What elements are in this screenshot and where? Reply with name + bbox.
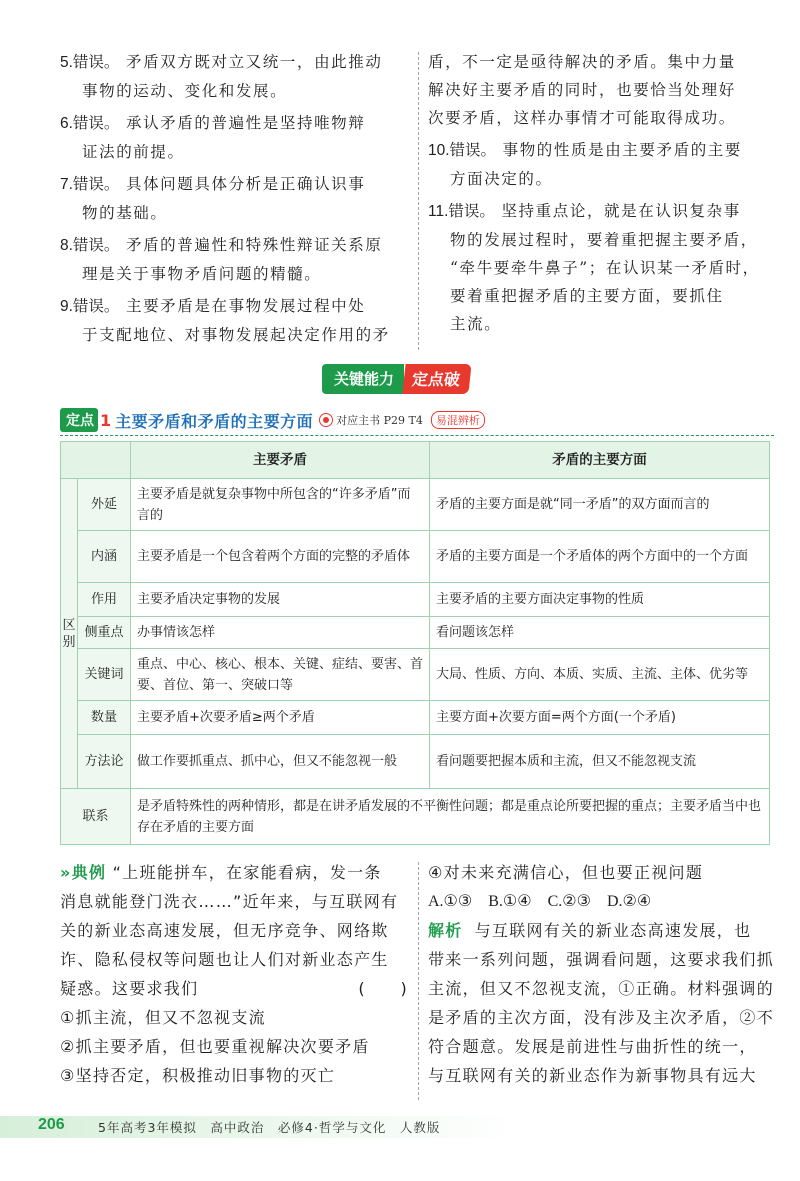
table-cell: 主要矛盾的主要方面决定事物的性质 bbox=[430, 583, 770, 617]
target-icon bbox=[319, 413, 333, 427]
option-4: ④对未来充满信心，但也要正视问题 bbox=[428, 863, 704, 882]
answer-8: 8.错误。 矛盾的普遍性和特殊性辩证关系原 理是关于事物矛盾问题的精髓。 bbox=[60, 236, 383, 283]
table-row-link bbox=[61, 789, 770, 845]
table-header: 矛盾的主要方面 bbox=[430, 442, 770, 479]
table-header: 主要矛盾 bbox=[131, 442, 430, 479]
topic-number: 1 bbox=[100, 410, 112, 430]
page-footer bbox=[0, 1116, 800, 1138]
table-row bbox=[61, 583, 770, 617]
table-cell: 主要矛盾是就复杂事物中所包含的“许多矛盾”而言的 bbox=[131, 479, 430, 531]
table-cell: 主要矛盾+次要矛盾≥两个矛盾 bbox=[131, 701, 430, 735]
row-label: 侧重点 bbox=[78, 617, 131, 649]
answer-9-continued: 盾，不一定是亟待解决的矛盾。集中力量 解决好主要矛盾的同时，也要恰当处理好 次要矛盾，这样办事情才可能取得成功。 bbox=[428, 53, 736, 127]
table-cell: 矛盾的主要方面是就“同一矛盾”的双方面而言的 bbox=[430, 479, 770, 531]
table-row bbox=[61, 701, 770, 735]
comparison-table bbox=[60, 441, 770, 845]
option-1: ①抓主流，但又不忽视支流 bbox=[60, 1008, 266, 1027]
table-row bbox=[61, 617, 770, 649]
table-cell: 看问题要把握本质和主流，但又不能忽视支流 bbox=[430, 735, 770, 789]
table-corner bbox=[61, 442, 131, 479]
answer-blank: ( ) bbox=[358, 979, 408, 998]
book-info: 5年高考3年模拟 高中政治 必修4·哲学与文化 人教版 bbox=[98, 1120, 441, 1135]
row-label: 方法论 bbox=[78, 735, 131, 789]
table-cell: 看问题该怎样 bbox=[430, 617, 770, 649]
column-divider bbox=[418, 52, 419, 350]
row-label: 外延 bbox=[78, 479, 131, 531]
answers-left-column bbox=[60, 48, 412, 353]
analysis-text: 解析 与互联网有关的新业态高速发展，也 带来一系列问题，强调看问题，这要求我们抓 主流，但又不忽视支流，①正确。材料强调的 是矛盾的主次方面，没有涉及主次矛盾，②不 符合题意。发展是前进性与曲折性的统一， 与互联网有关的新业态作为新事物具有远大 bbox=[428, 921, 775, 1085]
row-label: 内涵 bbox=[78, 531, 131, 583]
topic-heading bbox=[60, 405, 774, 435]
table-cell: 是矛盾特殊性的两种情形，都是在讲矛盾发展的不平衡性问题；都是重点论所要把握的重点；主要矛盾当中也存在矛盾的主要方面 bbox=[131, 789, 770, 845]
row-label: 关键词 bbox=[78, 649, 131, 701]
table-row bbox=[61, 531, 770, 583]
topic-title: 主要矛盾和矛盾的主要方面 bbox=[115, 411, 314, 431]
table-row bbox=[61, 735, 770, 789]
table-cell: 大局、性质、方向、本质、实质、主流、主体、优劣等 bbox=[430, 649, 770, 701]
answer-11: 11.错误。 坚持重点论，就是在认识复杂事 物的发展过程时，要着重把握主要矛盾， “牵牛要牵牛鼻子”；在认识某一矛盾时， 要着重把握矛盾的主要方面，要抓住 主流。 bbox=[428, 202, 760, 333]
row-label: 联系 bbox=[61, 789, 131, 845]
reference-text: 对应主书 P29 T4 bbox=[336, 414, 423, 427]
table-cell: 主要矛盾是一个包含着两个方面的完整的矛盾体 bbox=[131, 531, 430, 583]
table-cell: 重点、中心、核心、根本、关键、症结、要害、首要、首位、第一、突破口等 bbox=[131, 649, 430, 701]
table-cell: 主要方面+次要方面=两个方面(一个矛盾) bbox=[430, 701, 770, 735]
banner-right: 定点破 bbox=[402, 364, 471, 394]
column-divider-bottom bbox=[418, 862, 419, 1100]
side-label: 区别 bbox=[61, 479, 78, 789]
answer-5: 5.错误。 矛盾双方既对立又统一，由此推动 事物的运动、变化和发展。 bbox=[60, 53, 383, 100]
answer-9: 9.错误。 主要矛盾是在事物发展过程中处 于支配地位、对事物发展起决定作用的矛 bbox=[60, 297, 390, 344]
option-2: ②抓主要矛盾，但也要重视解决次要矛盾 bbox=[60, 1037, 370, 1056]
topic-tag: 定点 bbox=[60, 408, 98, 432]
analysis-label: 解析 bbox=[428, 921, 463, 940]
example-stem: »典例 “上班能拼车，在家能看病，发一条 消息就能登门洗衣……”近年来，与互联网有 关的新业态高速发展，但无序竞争、网络欺 诈、隐私侵权等问题也让人们对新业态产生 疑惑。这要求我们 ( ) bbox=[60, 858, 416, 1003]
answer-10: 10.错误。 事物的性质是由主要矛盾的主要 方面决定的。 bbox=[428, 141, 742, 188]
table-row bbox=[61, 649, 770, 701]
answer-6: 6.错误。 承认矛盾的普遍性是坚持唯物辩 证法的前提。 bbox=[60, 114, 366, 161]
answer-choices: A.①③ B.①④ C.②③ D.②④ bbox=[428, 893, 652, 910]
example-column bbox=[60, 858, 416, 1090]
easy-confuse-badge: 易混辨析 bbox=[431, 411, 485, 429]
option-3: ③坚持否定，积极推动旧事物的灭亡 bbox=[60, 1066, 336, 1085]
table-cell: 办事情该怎样 bbox=[131, 617, 430, 649]
example-label: 典例 bbox=[71, 863, 107, 882]
answers-right-column bbox=[428, 48, 774, 342]
row-label: 数量 bbox=[78, 701, 131, 735]
table-cell: 主要矛盾决定事物的发展 bbox=[131, 583, 430, 617]
table-row bbox=[61, 479, 770, 531]
page-number: 206 bbox=[38, 1116, 65, 1133]
answer-7: 7.错误。 具体问题具体分析是正确认识事 物的基础。 bbox=[60, 175, 366, 222]
heading-underline bbox=[60, 435, 774, 436]
section-banner bbox=[322, 364, 470, 394]
analysis-column bbox=[428, 858, 774, 1090]
banner-left: 关键能力 bbox=[322, 364, 404, 394]
row-label: 作用 bbox=[78, 583, 131, 617]
double-arrow-icon: » bbox=[60, 863, 72, 882]
table-cell: 矛盾的主要方面是一个矛盾体的两个方面中的一个方面 bbox=[430, 531, 770, 583]
table-header-row bbox=[61, 442, 770, 479]
table-cell: 做工作要抓重点、抓中心，但又不能忽视一般 bbox=[131, 735, 430, 789]
